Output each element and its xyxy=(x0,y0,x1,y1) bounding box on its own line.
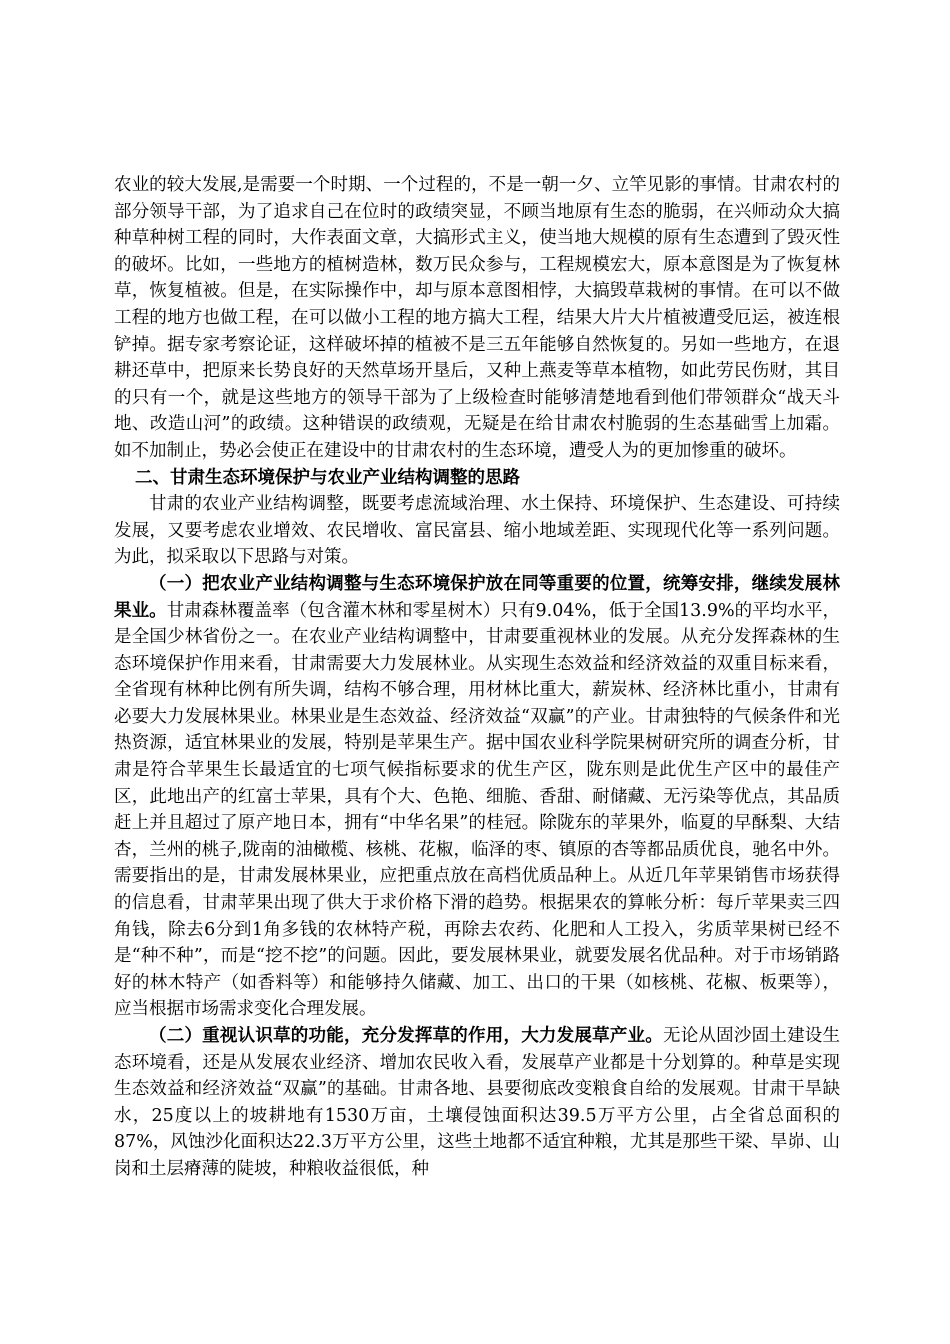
subsection-heading-2: （二）重视认识草的功能，充分发挥草的作用，大力发展草产业。 xyxy=(149,1026,663,1046)
paragraph-4 xyxy=(114,1023,840,1183)
paragraph-1: 农业的较大发展,是需要一个时期、一个过程的，不是一朝一夕、立竿见影的事情。甘肃农村的部分领导干部，为了追求自己在位时的政绩突显，不顾当地原有生态的脆弱，在兴师动众大搞种草种树工程的同时，大作表面文章，大搞形式主义，使当地大规模的原有生态遭到了毁灭性的破坏。比如，一些地方的植树造林，数万民众参与，工程规模宏大，原本意图是为了恢复林草，恢复植被。但是，在实际操作中，却与原本意图相悖，大搞毁草栽树的事情。在可以不做工程的地方也做工程，在可以做小工程的地方搞大工程，结果大片大片植被遭受厄运，被连根铲掉。据专家考察论证，这样破坏掉的植被不是三五年能够自然恢复的。另如一些地方，在退耕还草中，把原来长势良好的天然草场开垦后，又种上燕麦等草本植物，如此劳民伤财，其目的只有一个，就是这些地方的领导干部为了上级检查时能够清楚地看到他们带领群众“战天斗地、改造山河”的政绩。这种错误的政绩观，无疑是在给甘肃农村脆弱的生态基础雪上加霜。如不加制止，势必会使正在建设中的甘肃农村的生态环境，遭受人为的更加惨重的破坏。 xyxy=(114,175,840,461)
document-body xyxy=(114,172,840,1183)
subsection-heading-1: （一）把农业产业结构调整与生态环境保护放在同等重要的位置，统筹安排，继续发展林果业。 xyxy=(114,573,840,621)
section-heading-2: 二、甘肃生态环境保护与农业产业结构调整的思路 xyxy=(135,467,520,488)
paragraph-3-body: 甘肃森林覆盖率（包含灌木林和零星树木）只有9.04%，低于全国13.9%的平均水平，是全国少林省份之一。在农业产业结构调整中，甘肃要重视林业的发展。从充分发挥森林的生态环境保护作用来看，甘肃需要大力发展林业。从实现生态效益和经济效益的双重目标来看，全省现有林种比例有所失调，结构不够合理，用材林比重大，薪炭林、经济林比重小，甘肃有必要大力发展林果业。林果业是生态效益、经济效益“双赢”的产业。甘肃独特的气候条件和光热资源，适宜林果业的发展，特别是苹果生产。据中国农业科学院果树研究所的调查分析，甘肃是符合苹果生长最适宜的七项气候指标要求的优生产区，陇东则是此优生产区中的最佳产区，此地出产的红富士苹果，具有个大、色艳、细脆、香甜、耐储藏、无污染等优点，其品质赶上并且超过了原产地日本，拥有“中华名果”的桂冠。除陇东的苹果外，临夏的早酥梨、大结杏，兰州的桃子,陇南的油橄榄、核桃、花椒，临泽的枣、镇原的杏等都品质优良，驰名中外。需要指出的是，甘肃发展林果业，应把重点放在高档优质品种上。从近几年苹果销售市场获得的信息看，甘肃苹果出现了供大于求价格下滑的趋势。根据果农的算帐分析：每斤苹果卖三四角钱，除去6分到1角多钱的农林特产税，再除去农药、化肥和人工投入，劣质苹果树已经不是“种不种”，而是“挖不挖”的问题。因此，要发展林果业，就要发展名优品种。对于市场销路好的林木特产（如香料等）和能够持久储藏、加工、出口的干果（如核桃、花椒、板栗等），应当根据市场需求变化合理发展。 xyxy=(114,600,841,1020)
paragraph-2: 甘肃的农业产业结构调整，既要考虑流域治理、水土保持、环境保护、生态建设、可持续发展，又要考虑农业增效、农民增收、富民富县、缩小地域差距、实现现代化等一系列问题。为此，拟采取以下思路与对策。 xyxy=(114,494,840,568)
paragraph-4-body: 无论从固沙固土建设生态环境看，还是从发展农业经济、增加农民收入看，发展草产业都是十分划算的。种草是实现生态效益和经济效益“双赢”的基础。甘肃各地、县要彻底改变粮食自给的发展观。甘肃干旱缺水，25度以上的坡耕地有1530万亩，土壤侵蚀面积达39.5万平方公里，占全省总面积的87%，风蚀沙化面积达22.3万平方公里，这些土地都不适宜种粮，尤其是那些干梁、旱峁、山岗和土层瘠薄的陡坡，种粮收益很低，种 xyxy=(114,1026,841,1179)
paragraph-3 xyxy=(114,571,840,1023)
